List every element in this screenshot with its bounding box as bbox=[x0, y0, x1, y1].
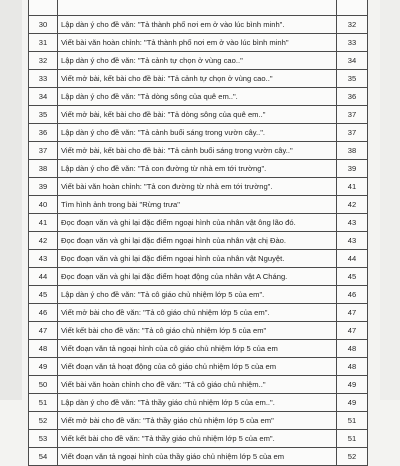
row-title: Lập dàn ý cho đề văn: "Tả con đường từ nhà em tới trường". bbox=[58, 160, 337, 178]
row-title: Viết mở bài cho đề văn: "Tả cô giáo chủ nhiệm lớp 5 của em". bbox=[58, 304, 337, 322]
row-title: Lập dàn ý cho đề văn: "Tả cô giáo chủ nhiệm lớp 5 của em". bbox=[58, 286, 337, 304]
row-number: 32 bbox=[29, 52, 58, 70]
row-title: Lập dàn ý cho đề văn: "Tả cảnh buổi sáng trong vườn cây..". bbox=[58, 124, 337, 142]
table-row bbox=[29, 376, 368, 394]
row-title: Viết mở bài, kết bài cho đề bài: "Tả dòng sông của quê em.." bbox=[58, 106, 337, 124]
row-number: 34 bbox=[29, 88, 58, 106]
row-title: Lập dàn ý cho đề văn: "Tả thầy giáo chủ nhiệm lớp 5 của em..". bbox=[58, 394, 337, 412]
table-row bbox=[29, 268, 368, 286]
table-row bbox=[29, 286, 368, 304]
row-number: 43 bbox=[29, 250, 58, 268]
row-title bbox=[58, 0, 337, 16]
row-title: Đọc đoạn văn và ghi lại đặc điểm hoạt động của nhân vật A Cháng. bbox=[58, 268, 337, 286]
table-row bbox=[29, 52, 368, 70]
row-number: 42 bbox=[29, 232, 58, 250]
row-number: 50 bbox=[29, 376, 58, 394]
toc-body bbox=[29, 0, 368, 466]
table-row bbox=[29, 232, 368, 250]
row-title: Viết mở bài, kết bài cho đề bài: "Tả cảnh buổi sáng trong vườn cây.." bbox=[58, 142, 337, 160]
row-page-number: 44 bbox=[337, 250, 368, 268]
row-page-number: 48 bbox=[337, 340, 368, 358]
row-number: 37 bbox=[29, 142, 58, 160]
row-number bbox=[29, 0, 58, 16]
row-number: 51 bbox=[29, 394, 58, 412]
row-page-number: 36 bbox=[337, 88, 368, 106]
table-row bbox=[29, 412, 368, 430]
table-row bbox=[29, 16, 368, 34]
row-title: Viết đoạn văn tả ngoại hình của cô giáo chủ nhiệm lớp 5 của em bbox=[58, 340, 337, 358]
row-page-number: 42 bbox=[337, 196, 368, 214]
row-page-number: 37 bbox=[337, 106, 368, 124]
row-number: 35 bbox=[29, 106, 58, 124]
row-number: 36 bbox=[29, 124, 58, 142]
table-row bbox=[29, 304, 368, 322]
row-title: Viết bài văn hoàn chỉnh: "Tả con đường từ nhà em tới trường". bbox=[58, 178, 337, 196]
row-number: 30 bbox=[29, 16, 58, 34]
table-row bbox=[29, 250, 368, 268]
table-of-contents bbox=[28, 0, 368, 466]
row-page-number: 35 bbox=[337, 70, 368, 88]
table-row bbox=[29, 196, 368, 214]
row-page-number: 45 bbox=[337, 268, 368, 286]
table-row bbox=[29, 0, 368, 16]
row-number: 53 bbox=[29, 430, 58, 448]
row-page-number: 32 bbox=[337, 16, 368, 34]
table-row bbox=[29, 394, 368, 412]
row-page-number: 49 bbox=[337, 376, 368, 394]
row-title: Viết bài văn hoàn chỉnh cho đề văn: "Tả cô giáo chủ nhiệm.." bbox=[58, 376, 337, 394]
table-row bbox=[29, 88, 368, 106]
row-page-number: 49 bbox=[337, 394, 368, 412]
row-title: Viết đoạn văn tả ngoại hình của thầy giáo chủ nhiệm lớp 5 của em bbox=[58, 448, 337, 466]
row-number: 41 bbox=[29, 214, 58, 232]
row-number: 49 bbox=[29, 358, 58, 376]
page-right-margin bbox=[380, 0, 400, 400]
row-title: Đọc đoạn văn và ghi lại đặc điểm ngoại hình của nhân vật chị Đào. bbox=[58, 232, 337, 250]
row-page-number: 52 bbox=[337, 448, 368, 466]
row-number: 46 bbox=[29, 304, 58, 322]
page-left-margin bbox=[0, 0, 22, 400]
row-page-number: 43 bbox=[337, 232, 368, 250]
row-title: Viết mở bài cho đề văn: "Tả thầy giáo chủ nhiệm lớp 5 của em" bbox=[58, 412, 337, 430]
row-number: 45 bbox=[29, 286, 58, 304]
row-page-number: 41 bbox=[337, 178, 368, 196]
row-page-number: 33 bbox=[337, 34, 368, 52]
row-title: Lập dàn ý cho đề văn: "Tả cảnh tự chọn ở vùng cao.." bbox=[58, 52, 337, 70]
row-page-number: 37 bbox=[337, 124, 368, 142]
row-page-number: 51 bbox=[337, 412, 368, 430]
row-title: Lập dàn ý cho đề văn: "Tả dòng sông của quê em..". bbox=[58, 88, 337, 106]
table-row bbox=[29, 160, 368, 178]
row-number: 54 bbox=[29, 448, 58, 466]
row-number: 52 bbox=[29, 412, 58, 430]
table-row bbox=[29, 124, 368, 142]
table-row bbox=[29, 70, 368, 88]
row-page-number: 47 bbox=[337, 322, 368, 340]
row-title: Viết kết bài cho đề văn: "Tả cô giáo chủ nhiệm lớp 5 của em" bbox=[58, 322, 337, 340]
row-title: Lập dàn ý cho đề văn: "Tả thành phố nơi em ở vào lúc bình minh". bbox=[58, 16, 337, 34]
row-page-number: 39 bbox=[337, 160, 368, 178]
row-number: 47 bbox=[29, 322, 58, 340]
row-number: 38 bbox=[29, 160, 58, 178]
row-title: Viết mở bài, kết bài cho đề bài: "Tả cảnh tự chọn ở vùng cao.." bbox=[58, 70, 337, 88]
table-row bbox=[29, 448, 368, 466]
row-title: Tìm hình ảnh trong bài "Rừng trưa" bbox=[58, 196, 337, 214]
table-row bbox=[29, 430, 368, 448]
table-row bbox=[29, 340, 368, 358]
row-title: Viết bài văn hoàn chỉnh: "Tả thành phố nơi em ở vào lúc bình minh" bbox=[58, 34, 337, 52]
table-row bbox=[29, 106, 368, 124]
row-page-number: 34 bbox=[337, 52, 368, 70]
row-page-number: 48 bbox=[337, 358, 368, 376]
row-number: 48 bbox=[29, 340, 58, 358]
row-page-number bbox=[337, 0, 368, 16]
row-page-number: 51 bbox=[337, 430, 368, 448]
row-number: 33 bbox=[29, 70, 58, 88]
row-page-number: 43 bbox=[337, 214, 368, 232]
table-row bbox=[29, 214, 368, 232]
table-row bbox=[29, 358, 368, 376]
table-row bbox=[29, 34, 368, 52]
table-row bbox=[29, 142, 368, 160]
row-page-number: 46 bbox=[337, 286, 368, 304]
row-number: 39 bbox=[29, 178, 58, 196]
row-title: Đọc đoạn văn và ghi lại đặc điểm ngoại hình của nhân vật Nguyệt. bbox=[58, 250, 337, 268]
row-number: 31 bbox=[29, 34, 58, 52]
row-title: Viết đoạn văn tả hoạt động của cô giáo chủ nhiệm lớp 5 của em bbox=[58, 358, 337, 376]
row-number: 44 bbox=[29, 268, 58, 286]
row-page-number: 47 bbox=[337, 304, 368, 322]
table-row bbox=[29, 178, 368, 196]
row-number: 40 bbox=[29, 196, 58, 214]
row-page-number: 38 bbox=[337, 142, 368, 160]
row-title: Đọc đoạn văn và ghi lại đặc điểm ngoại hình của nhân vật ông lão đó. bbox=[58, 214, 337, 232]
table-row bbox=[29, 322, 368, 340]
row-title: Viết kết bài cho đề văn: "Tả thầy giáo chủ nhiệm lớp 5 của em". bbox=[58, 430, 337, 448]
